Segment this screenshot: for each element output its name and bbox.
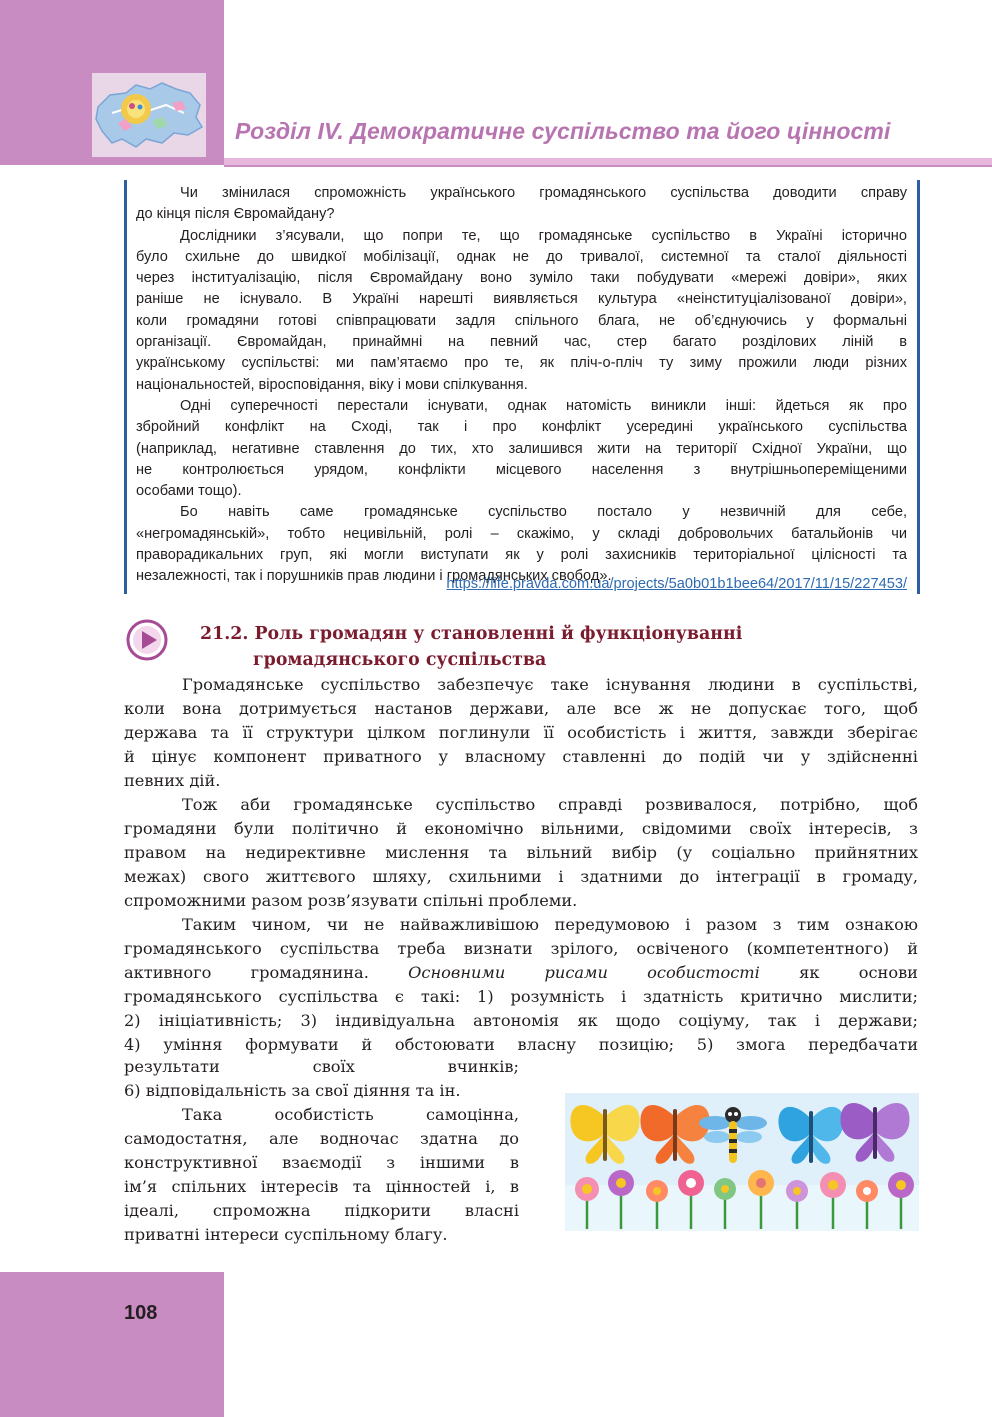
quote-text [136,183,907,588]
header-line [224,165,992,167]
narrow-text [124,1055,519,1247]
ukraine-map-logo [92,73,206,157]
text-line: Така особистість самоцінна, [182,1105,519,1124]
text-line: праворадикальних груп, які могли виступати як у ролі захисників територіальної цілісності та [136,547,907,564]
quote-paragraph [136,396,907,502]
text-line: було схильне до швидкої мобілізації, однак не до тривалої, системної та сталої діяльності [136,248,907,265]
text-line: конструктивної взаємодії з іншими в [124,1153,519,1172]
text-line: «негромадянській», тобто нецивільній, ролі – скажімо, у складі добровольчих батальйонів чи [136,525,907,542]
text-line: національностей, віросповідання, віку і мови спілкування. [136,376,528,393]
text-line: Дослідники з’ясували, що попри те, що громадянське суспільство в Україні історично [180,227,907,244]
text-line: не контролюється урядом, конфлікти місцевого населення з внутрішньопереміщеними [136,461,907,478]
text-span: як основи [799,963,918,982]
quote-paragraph [136,226,907,396]
text-line: межах) свого життєвого шляху, схильними і здатними до інтеграції в громаду, [124,867,918,886]
text-line: Таким чином, чи не найважливішою передумовою і разом з тим ознакою [182,915,918,934]
paragraph-2 [124,793,918,913]
paragraph-3-tail [124,1055,519,1103]
text-line: раніше не існувало. В Україні нарешті виявляється культура «неінституціалізованої довіри», [136,291,907,308]
source-link[interactable]: https://life.pravda.com.ua/projects/5a0b01b1bee64/2017/11/15/227453/ [446,576,907,592]
text-line: коли громадяни готові співпрацювати задля спільного блага, не об’єднуючись у формальні [136,312,907,329]
text-line: Чи змінилася спроможність українського громадянського суспільства доводити справу [180,185,907,201]
text-line: Одні суперечності перестали існувати, однак натомість виникли інші: йдеться як про [180,397,907,414]
text-line: збройний конфлікт на Сході, так і про конфлікт усередині українського суспільства [136,419,907,436]
header-band [224,158,992,165]
text-line: Тож аби громадянське суспільство справді розвивалося, потрібно, щоб [182,795,918,814]
text-line: спроможними разом розв’язувати спільні проблеми. [124,891,578,910]
quote-paragraph [136,502,907,587]
section-title [200,621,800,673]
sidebar-bottom [0,1272,224,1417]
paragraph-1 [124,673,918,793]
play-icon [125,618,169,662]
butterflies-and-flowers-illustration [565,1093,919,1231]
body-text [124,673,918,1057]
paragraph-4 [124,1103,519,1247]
text-line: певних дій. [124,771,221,790]
page-number: 108 [124,1302,158,1324]
text-line: ім’я спільних інтересів та цінностей і, в [124,1177,519,1196]
section-title-line1: 21.2. Роль громадян у становленні й функціонуванні [200,624,743,644]
text-line: 6) відповідальність за свої діяння та ін. [124,1081,461,1100]
text-line: організації. Євромайдан, принаймні на певний час, стер багато розділових ліній в [136,334,907,351]
text-line: Бо навіть саме громадянське суспільство постало у незвичній для себе, [180,504,907,521]
quote-paragraph [136,183,907,226]
text-line: ідеалі, спроможна підкорити власні [124,1201,519,1220]
text-line: (наприклад, негативне ставлення до тих, хто залишився жити на території Східної України, що [136,440,907,457]
text-line [124,961,918,985]
text-line: приватні інтереси суспільному благу. [124,1225,448,1244]
text-line: громадянського суспільства є такі: 1) розумність і здатність критично мислити; [124,987,918,1006]
chapter-title: Розділ IV. Демократичне суспільство та його цінності [235,118,891,144]
text-line: результати своїх вчинків; [124,1057,519,1076]
text-line: громадяни були політично й економічно вільними, свідомими своїх інтересів, з [124,819,918,838]
paragraph-3 [124,913,918,1057]
text-line: держава та її структури цілком поглинули її особистість і життя, завжди зберігає [124,723,918,742]
text-span: активного громадянина. [124,963,369,982]
text-line: громадянського суспільства треба визнати зрілого, освіченого (компетентного) й [124,939,918,958]
text-line: до кінця після Євромайдану? [136,206,335,223]
text-line: Громадянське суспільство забезпечує таке існування людини в суспільстві, [182,675,918,694]
section-title-line2: громадянського суспільства [253,650,547,670]
text-line: 2) ініціативність; 3) індивідуальна автономія як щодо соціуму, так і держави; [124,1011,918,1030]
emphasis-text: Основними рисами особистості [408,963,760,982]
text-line: коли вона дотримується настанов держави, але все ж не допускає того, щоб [124,699,918,718]
text-line: 4) уміння формувати й обстоювати власну позицію; 5) змога передбачати [124,1035,918,1054]
text-line: незалежності, так і порушників прав людини і громадянських свобод». [136,568,612,585]
text-line: й цінує компонент приватного у власному ставленні до подій чи у здійсненні [124,747,918,766]
text-line: правом на недирективне мислення та вільний вибір (у соціально прийнятних [124,843,918,862]
text-line: самодостатня, але водночас здатна до [124,1129,519,1148]
text-line: через інституалізацію, після Євромайдану воно зуміло таки побудувати «мережі довіри», яких [136,270,907,287]
text-line: особами тощо). [136,483,242,500]
text-line: українському суспільстві: ми пам’ятаємо про те, як пліч-о-пліч ту зиму прожили люди різних [136,355,907,372]
